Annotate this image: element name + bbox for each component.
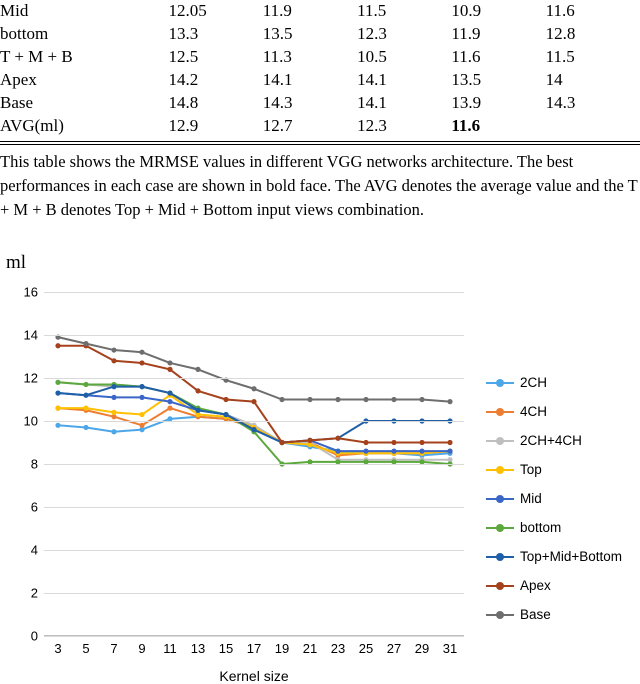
row-value: 11.9 <box>451 24 481 43</box>
y-axis-tick: 10 <box>23 413 38 429</box>
row-value: 14.2 <box>168 70 199 89</box>
series-point <box>139 412 144 417</box>
legend-item[interactable] <box>486 455 640 484</box>
table-caption: This table shows the MRMSE values in different VGG networks architecture. The best performances in each case are shown in bold face. The AVG denotes the average value and the T + M + B denotes Top + Mid + Bottom input views combination. <box>0 152 638 219</box>
y-axis-tick: 16 <box>23 284 38 300</box>
gridline <box>44 378 464 379</box>
series-point <box>363 440 368 445</box>
series-point <box>447 399 452 404</box>
x-axis-tick: 25 <box>358 641 374 656</box>
row-value: 14 <box>545 70 563 89</box>
series-point <box>279 397 284 402</box>
row-value: 11.6 <box>451 47 481 66</box>
series-point <box>55 406 60 411</box>
row-value: 11.9 <box>262 1 292 20</box>
table-row <box>0 0 640 23</box>
series-point <box>55 423 60 428</box>
series-point <box>83 382 88 387</box>
row-value <box>546 115 640 139</box>
legend-label: Mid <box>520 491 542 506</box>
series-point <box>363 449 368 454</box>
series-point <box>167 360 172 365</box>
series-point <box>279 440 284 445</box>
series-point <box>335 449 340 454</box>
row-label: Mid <box>0 1 29 20</box>
series-point <box>251 386 256 391</box>
x-axis-tick: 19 <box>274 641 290 656</box>
table-row <box>0 92 640 115</box>
table-bottom-rule <box>0 141 640 145</box>
row-value: 14.1 <box>262 70 293 89</box>
series-line <box>58 337 450 402</box>
x-axis-tick: 23 <box>330 641 346 656</box>
y-axis-tick: 12 <box>23 370 38 386</box>
series-point <box>223 397 228 402</box>
series-point <box>447 449 452 454</box>
row-label: Apex <box>0 70 37 89</box>
row-value: 13.9 <box>451 93 482 112</box>
row-value: 12.5 <box>168 47 199 66</box>
y-axis-tick: 4 <box>30 542 38 558</box>
series-point <box>139 423 144 428</box>
series-point <box>139 395 144 400</box>
row-label: T + M + B <box>0 47 73 66</box>
row-value: 12.7 <box>262 116 293 135</box>
series-point <box>83 425 88 430</box>
x-axis-tick: 17 <box>246 641 262 656</box>
table-row <box>0 115 640 139</box>
legend-item[interactable] <box>486 600 640 629</box>
row-value: 11.3 <box>262 47 292 66</box>
y-axis-tick: 0 <box>30 628 38 644</box>
legend-marker-icon <box>486 492 514 506</box>
row-value: 14.3 <box>262 93 293 112</box>
row-value: 11.5 <box>357 1 387 20</box>
legend-item[interactable] <box>486 426 640 455</box>
series-point <box>419 449 424 454</box>
x-axis-tick: 3 <box>54 641 62 656</box>
row-value: 11.6 <box>545 1 575 20</box>
series-point <box>391 440 396 445</box>
series-point <box>391 449 396 454</box>
legend-label: Base <box>520 607 551 622</box>
series-point <box>251 427 256 432</box>
table-body <box>0 0 640 139</box>
legend-marker-icon <box>486 434 514 448</box>
table-row <box>0 23 640 46</box>
legend-label: Top+Mid+Bottom <box>520 549 623 564</box>
row-label: Base <box>0 93 34 112</box>
series-point <box>223 412 228 417</box>
gridline <box>44 292 464 293</box>
series-point <box>111 410 116 415</box>
row-value: 12.9 <box>168 116 199 135</box>
legend-marker-icon <box>486 608 514 622</box>
chart-unit-label: ml <box>6 252 27 273</box>
series-point <box>307 397 312 402</box>
series-point <box>111 395 116 400</box>
series-point <box>55 380 60 385</box>
row-value: 13.5 <box>262 24 293 43</box>
series-point <box>167 406 172 411</box>
y-axis-tick: 2 <box>30 585 38 601</box>
legend-label: 2CH <box>520 375 548 390</box>
row-value: 13.3 <box>168 24 199 43</box>
plot-area <box>23 284 464 656</box>
series-point <box>335 436 340 441</box>
row-value: 14.1 <box>357 70 387 89</box>
row-label: AVG(ml) <box>0 116 64 135</box>
gridline <box>44 421 464 422</box>
series-point <box>391 397 396 402</box>
gridline <box>44 335 464 336</box>
series-point <box>111 384 116 389</box>
x-axis-tick: 11 <box>163 641 177 656</box>
legend-label: bottom <box>520 520 562 535</box>
series-point <box>139 384 144 389</box>
x-axis-tick: 29 <box>414 641 430 656</box>
series-point <box>335 397 340 402</box>
series-point <box>83 393 88 398</box>
series-point <box>167 390 172 395</box>
legend-label: Top <box>520 462 542 477</box>
gridline <box>44 636 464 637</box>
series-point <box>111 347 116 352</box>
x-axis-tick: 21 <box>302 641 318 656</box>
series-point <box>195 367 200 372</box>
legend-marker-icon <box>486 376 514 390</box>
series-point <box>83 341 88 346</box>
series-point <box>363 397 368 402</box>
x-axis-tick: 31 <box>442 641 458 656</box>
row-value: 12.3 <box>357 24 387 43</box>
series-point <box>419 440 424 445</box>
legend-label: 2CH+4CH <box>520 433 582 448</box>
row-value: 12.8 <box>545 24 576 43</box>
mrmse-table <box>0 0 640 139</box>
row-value: 13.5 <box>451 70 482 89</box>
y-axis-tick: 6 <box>30 499 38 515</box>
row-value: 12.3 <box>357 116 387 135</box>
y-axis-tick: 14 <box>23 327 38 343</box>
legend-label: Apex <box>520 578 551 593</box>
legend-item[interactable] <box>486 484 640 513</box>
legend-marker-icon <box>486 463 514 477</box>
series-point <box>447 440 452 445</box>
legend-item[interactable] <box>486 542 640 571</box>
table-row <box>0 46 640 69</box>
row-value: 11.5 <box>545 47 575 66</box>
gridline <box>44 507 464 508</box>
legend-marker-icon <box>486 579 514 593</box>
gridline <box>44 593 464 594</box>
row-value: 14.1 <box>357 93 387 112</box>
x-axis-tick: 7 <box>110 641 118 656</box>
legend-item[interactable] <box>486 368 640 397</box>
row-value: 14.8 <box>168 93 199 112</box>
x-axis-title: Kernel size <box>219 668 289 684</box>
row-label: bottom <box>0 24 49 43</box>
series-line <box>58 417 450 456</box>
chart-legend <box>486 368 640 629</box>
legend-item[interactable] <box>486 397 640 426</box>
legend-label: 4CH <box>520 404 548 419</box>
series-point <box>167 399 172 404</box>
row-value: 10.5 <box>357 47 387 66</box>
series-point <box>111 358 116 363</box>
series-point <box>167 367 172 372</box>
series-point <box>111 429 116 434</box>
series-point <box>419 397 424 402</box>
series-point <box>55 343 60 348</box>
y-axis-tick: 8 <box>30 456 38 472</box>
legend-marker-icon <box>486 405 514 419</box>
gridline <box>44 550 464 551</box>
table-row <box>0 69 640 92</box>
row-value: 12.05 <box>168 1 207 20</box>
legend-marker-icon <box>486 521 514 535</box>
x-axis-tick: 5 <box>82 641 90 656</box>
series-point <box>83 406 88 411</box>
x-axis-tick: 15 <box>218 641 234 656</box>
x-axis-tick: 9 <box>138 641 146 656</box>
series-point <box>139 360 144 365</box>
series-point <box>307 438 312 443</box>
legend-item[interactable] <box>486 513 640 542</box>
series-point <box>195 408 200 413</box>
legend-item[interactable] <box>486 571 640 600</box>
row-value: 14.3 <box>545 93 576 112</box>
legend-marker-icon <box>486 550 514 564</box>
series-point <box>55 390 60 395</box>
gridline <box>44 464 464 465</box>
mrmse-table-container <box>0 0 640 145</box>
row-value: 10.9 <box>451 1 482 20</box>
series-point <box>139 350 144 355</box>
x-axis-tick: 13 <box>190 641 206 656</box>
line-chart <box>0 250 640 684</box>
row-value-best: 11.6 <box>451 116 481 135</box>
x-axis-tick: 27 <box>386 641 402 656</box>
series-point <box>195 388 200 393</box>
series-point <box>251 399 256 404</box>
